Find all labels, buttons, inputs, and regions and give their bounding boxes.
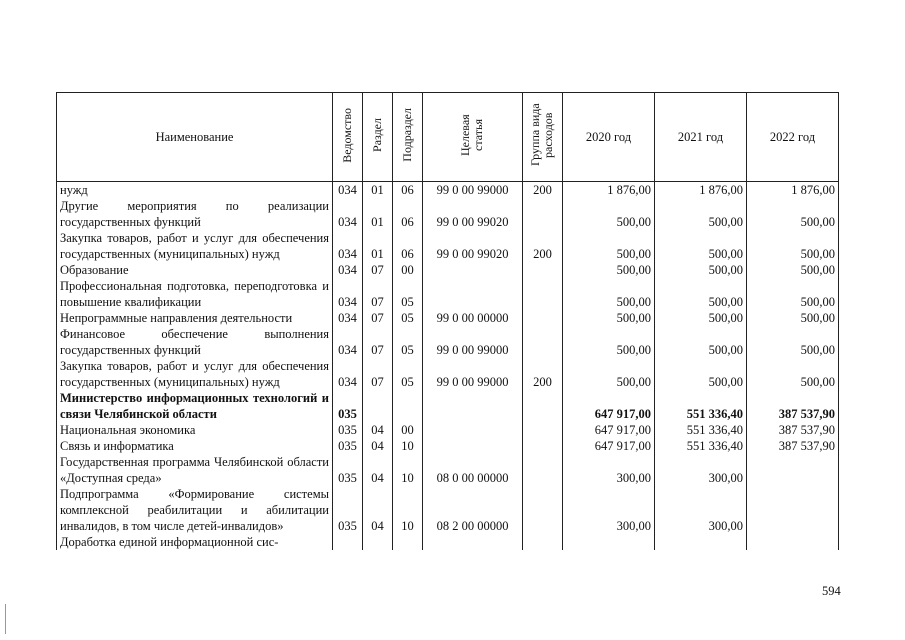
row-dept: 035 bbox=[333, 454, 363, 486]
row-value-2022: 387 537,90 bbox=[747, 390, 839, 422]
row-name: Закупка товаров, работ и услуг для обеспечения государственных (муниципальных) нужд bbox=[57, 230, 333, 262]
table-row bbox=[57, 310, 839, 326]
table-row bbox=[57, 454, 839, 486]
row-target: 99 0 00 00000 bbox=[423, 310, 523, 326]
row-dept: 034 bbox=[333, 358, 363, 390]
row-exp-group bbox=[523, 278, 563, 310]
row-name: Профессиональная подготовка, переподготовка и повышение квалификации bbox=[57, 278, 333, 310]
row-exp-group bbox=[523, 198, 563, 230]
row-target bbox=[423, 278, 523, 310]
table-header-row bbox=[57, 93, 839, 182]
row-name: Другие мероприятия по реализации государственных функций bbox=[57, 198, 333, 230]
row-value-2021 bbox=[655, 534, 747, 550]
scan-edge-mark bbox=[5, 604, 6, 634]
row-value-2022: 500,00 bbox=[747, 326, 839, 358]
row-section: 04 bbox=[363, 422, 393, 438]
row-value-2021: 1 876,00 bbox=[655, 182, 747, 199]
row-name: Министерство информационных технологий и связи Челябинской области bbox=[57, 390, 333, 422]
row-name: Связь и информатика bbox=[57, 438, 333, 454]
row-section: 04 bbox=[363, 438, 393, 454]
row-target: 99 0 00 99020 bbox=[423, 230, 523, 262]
row-exp-group: 200 bbox=[523, 182, 563, 199]
row-value-2022: 387 537,90 bbox=[747, 422, 839, 438]
row-value-2020: 500,00 bbox=[563, 198, 655, 230]
row-exp-group bbox=[523, 486, 563, 534]
row-value-2021: 500,00 bbox=[655, 230, 747, 262]
row-value-2020: 300,00 bbox=[563, 454, 655, 486]
row-dept bbox=[333, 534, 363, 550]
row-value-2022: 387 537,90 bbox=[747, 438, 839, 454]
row-value-2020: 1 876,00 bbox=[563, 182, 655, 199]
row-value-2021: 500,00 bbox=[655, 198, 747, 230]
row-target bbox=[423, 438, 523, 454]
row-exp-group bbox=[523, 390, 563, 422]
row-subsection: 05 bbox=[393, 310, 423, 326]
header-2020: 2020 год bbox=[563, 93, 655, 182]
row-dept: 034 bbox=[333, 278, 363, 310]
row-value-2021: 500,00 bbox=[655, 262, 747, 278]
row-value-2021: 551 336,40 bbox=[655, 390, 747, 422]
row-section: 01 bbox=[363, 230, 393, 262]
row-dept: 034 bbox=[333, 310, 363, 326]
table-row bbox=[57, 422, 839, 438]
row-section: 07 bbox=[363, 326, 393, 358]
row-name: Непрограммные направления деятельности bbox=[57, 310, 333, 326]
row-value-2021: 500,00 bbox=[655, 326, 747, 358]
page-number: 594 bbox=[822, 584, 841, 598]
header-subsection: Подраздел bbox=[400, 108, 414, 162]
row-value-2020: 500,00 bbox=[563, 326, 655, 358]
row-dept: 034 bbox=[333, 198, 363, 230]
row-value-2021: 300,00 bbox=[655, 486, 747, 534]
row-value-2022: 500,00 bbox=[747, 278, 839, 310]
header-section: Раздел bbox=[370, 118, 384, 152]
row-value-2022: 500,00 bbox=[747, 230, 839, 262]
row-value-2020: 647 917,00 bbox=[563, 438, 655, 454]
row-exp-group: 200 bbox=[523, 230, 563, 262]
table-row bbox=[57, 182, 839, 199]
header-dept: Ведомство bbox=[340, 107, 354, 163]
row-value-2022: 500,00 bbox=[747, 198, 839, 230]
header-name: Наименование bbox=[57, 93, 333, 182]
row-exp-group: 200 bbox=[523, 358, 563, 390]
row-name: нужд bbox=[57, 182, 333, 199]
row-target bbox=[423, 390, 523, 422]
row-value-2022: 500,00 bbox=[747, 358, 839, 390]
row-subsection: 06 bbox=[393, 230, 423, 262]
row-dept: 034 bbox=[333, 326, 363, 358]
row-value-2020: 300,00 bbox=[563, 486, 655, 534]
row-subsection bbox=[393, 390, 423, 422]
row-target: 99 0 00 99000 bbox=[423, 358, 523, 390]
row-name: Подпрограмма «Формирование системы комплексной реабилитации и абилитации инвалидов, в том числе детей-инвалидов» bbox=[57, 486, 333, 534]
row-value-2020: 500,00 bbox=[563, 262, 655, 278]
row-section: 04 bbox=[363, 454, 393, 486]
row-target: 08 0 00 00000 bbox=[423, 454, 523, 486]
row-value-2020 bbox=[563, 534, 655, 550]
row-subsection: 06 bbox=[393, 182, 423, 199]
row-subsection: 05 bbox=[393, 326, 423, 358]
header-2022: 2022 год bbox=[747, 93, 839, 182]
row-section bbox=[363, 534, 393, 550]
row-section: 07 bbox=[363, 262, 393, 278]
table-row bbox=[57, 198, 839, 230]
row-section: 04 bbox=[363, 486, 393, 534]
budget-table bbox=[56, 92, 839, 550]
header-exp-group: Группа вида расходов bbox=[527, 103, 555, 167]
table-row bbox=[57, 326, 839, 358]
row-dept: 034 bbox=[333, 182, 363, 199]
row-value-2021: 551 336,40 bbox=[655, 422, 747, 438]
row-section: 07 bbox=[363, 278, 393, 310]
table-row bbox=[57, 438, 839, 454]
row-dept: 035 bbox=[333, 486, 363, 534]
row-subsection: 00 bbox=[393, 262, 423, 278]
table-row bbox=[57, 486, 839, 534]
row-subsection: 06 bbox=[393, 198, 423, 230]
row-value-2020: 647 917,00 bbox=[563, 422, 655, 438]
row-dept: 035 bbox=[333, 422, 363, 438]
header-target: Целевая статья bbox=[457, 114, 485, 156]
row-name: Национальная экономика bbox=[57, 422, 333, 438]
header-2021: 2021 год bbox=[655, 93, 747, 182]
table-row bbox=[57, 534, 839, 550]
row-exp-group bbox=[523, 534, 563, 550]
row-value-2020: 500,00 bbox=[563, 230, 655, 262]
row-value-2022: 500,00 bbox=[747, 310, 839, 326]
row-exp-group bbox=[523, 422, 563, 438]
row-value-2020: 500,00 bbox=[563, 278, 655, 310]
row-name: Доработка единой информационной сис- bbox=[57, 534, 333, 550]
row-exp-group bbox=[523, 262, 563, 278]
row-value-2021: 551 336,40 bbox=[655, 438, 747, 454]
row-subsection bbox=[393, 534, 423, 550]
row-subsection: 10 bbox=[393, 454, 423, 486]
row-value-2020: 500,00 bbox=[563, 310, 655, 326]
row-dept: 034 bbox=[333, 262, 363, 278]
table-row bbox=[57, 230, 839, 262]
row-target: 99 0 00 99000 bbox=[423, 326, 523, 358]
row-subsection: 05 bbox=[393, 358, 423, 390]
row-value-2021: 500,00 bbox=[655, 358, 747, 390]
row-dept: 035 bbox=[333, 390, 363, 422]
row-value-2022: 500,00 bbox=[747, 262, 839, 278]
table-row bbox=[57, 278, 839, 310]
row-dept: 035 bbox=[333, 438, 363, 454]
row-value-2020: 647 917,00 bbox=[563, 390, 655, 422]
row-section: 07 bbox=[363, 358, 393, 390]
row-name: Закупка товаров, работ и услуг для обеспечения государственных (муниципальных) нужд bbox=[57, 358, 333, 390]
row-value-2022 bbox=[747, 486, 839, 534]
row-section: 01 bbox=[363, 198, 393, 230]
table-row bbox=[57, 358, 839, 390]
row-exp-group bbox=[523, 326, 563, 358]
row-target bbox=[423, 534, 523, 550]
table-row bbox=[57, 262, 839, 278]
row-value-2022: 1 876,00 bbox=[747, 182, 839, 199]
row-target bbox=[423, 422, 523, 438]
row-name: Государственная программа Челябинской области «Доступная среда» bbox=[57, 454, 333, 486]
row-subsection: 10 bbox=[393, 438, 423, 454]
row-value-2020: 500,00 bbox=[563, 358, 655, 390]
row-value-2022 bbox=[747, 454, 839, 486]
row-value-2021: 500,00 bbox=[655, 278, 747, 310]
row-subsection: 10 bbox=[393, 486, 423, 534]
row-subsection: 00 bbox=[393, 422, 423, 438]
row-value-2021: 500,00 bbox=[655, 310, 747, 326]
row-target: 99 0 00 99000 bbox=[423, 182, 523, 199]
table-row bbox=[57, 390, 839, 422]
table-body bbox=[57, 182, 839, 551]
row-section bbox=[363, 390, 393, 422]
row-exp-group bbox=[523, 438, 563, 454]
row-dept: 034 bbox=[333, 230, 363, 262]
row-section: 07 bbox=[363, 310, 393, 326]
row-exp-group bbox=[523, 310, 563, 326]
row-target: 99 0 00 99020 bbox=[423, 198, 523, 230]
row-target: 08 2 00 00000 bbox=[423, 486, 523, 534]
row-exp-group bbox=[523, 454, 563, 486]
row-section: 01 bbox=[363, 182, 393, 199]
row-name: Финансовое обеспечение выполнения государственных функций bbox=[57, 326, 333, 358]
row-name: Образование bbox=[57, 262, 333, 278]
row-subsection: 05 bbox=[393, 278, 423, 310]
row-target bbox=[423, 262, 523, 278]
row-value-2022 bbox=[747, 534, 839, 550]
row-value-2021: 300,00 bbox=[655, 454, 747, 486]
